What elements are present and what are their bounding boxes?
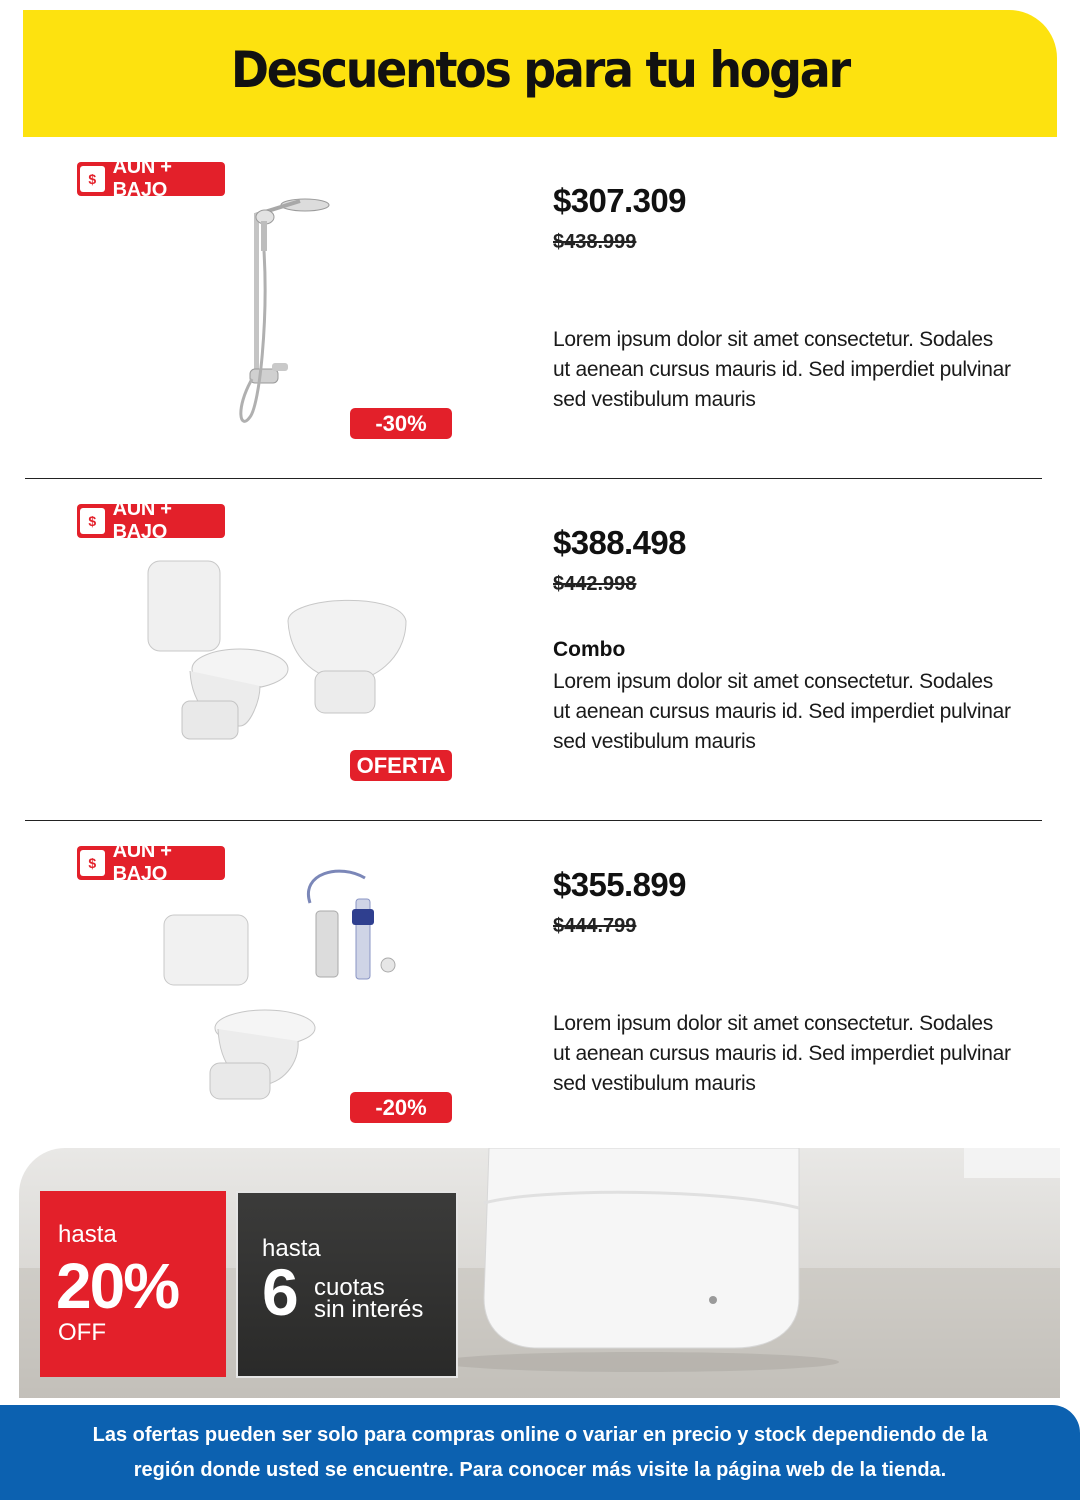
product-description: Lorem ipsum dolor sit amet consectetur. Sodales ut aenean cursus mauris id. Sed imperdiet pulvinar sed vestibulum mauris <box>553 328 1011 411</box>
discount-badge: -20% <box>350 1092 452 1123</box>
page-title: Descuentos para tu hogar <box>231 40 849 99</box>
current-price: $355.899 <box>553 866 686 903</box>
product-description: Lorem ipsum dolor sit amet consectetur. Sodales ut aenean cursus mauris id. Sed imperdiet pulvinar sed vestibulum mauris <box>553 1012 1011 1095</box>
price-down-icon: $ <box>80 166 105 192</box>
old-price: $442.998 <box>553 573 637 595</box>
price-down-icon: $ <box>80 508 105 534</box>
toilet-and-bidet-image <box>100 511 460 781</box>
product-card[interactable] <box>0 137 1080 479</box>
offer-badge: OFERTA <box>350 750 452 781</box>
disclaimer-text: Las ofertas pueden ser solo para compras online o variar en precio y stock dependiendo de la región donde usted se encuentre. Para conocer más visite la página web de la tienda. <box>92 1423 988 1481</box>
promo-banner <box>19 1148 1060 1398</box>
aun-mas-bajo-tag: $ AUN + BAJO <box>77 162 225 196</box>
shower-column-image <box>100 169 460 439</box>
installments-promo-box: hasta 6 cuotas sin interés <box>236 1191 458 1378</box>
product-subtitle: Combo <box>553 638 626 661</box>
product-description: Lorem ipsum dolor sit amet consectetur. Sodales ut aenean cursus mauris id. Sed imperdiet pulvinar sed vestibulum mauris <box>553 670 1011 753</box>
toilet-with-flush-kit-image <box>100 853 460 1123</box>
product-card[interactable] <box>0 479 1080 821</box>
footer-disclaimer <box>0 1405 1080 1500</box>
aun-mas-bajo-tag: $ AUN + BAJO <box>77 504 225 538</box>
old-price: $438.999 <box>553 231 637 253</box>
product-card[interactable] <box>0 821 1080 1163</box>
header-banner <box>23 10 1057 137</box>
current-price: $307.309 <box>553 182 686 219</box>
aun-mas-bajo-tag: $ AUN + BAJO <box>77 846 225 880</box>
current-price: $388.498 <box>553 524 686 561</box>
discount-badge: -30% <box>350 408 452 439</box>
price-down-icon: $ <box>80 850 105 876</box>
old-price: $444.799 <box>553 915 637 937</box>
discount-promo-box: hasta 20% OFF <box>40 1191 226 1377</box>
